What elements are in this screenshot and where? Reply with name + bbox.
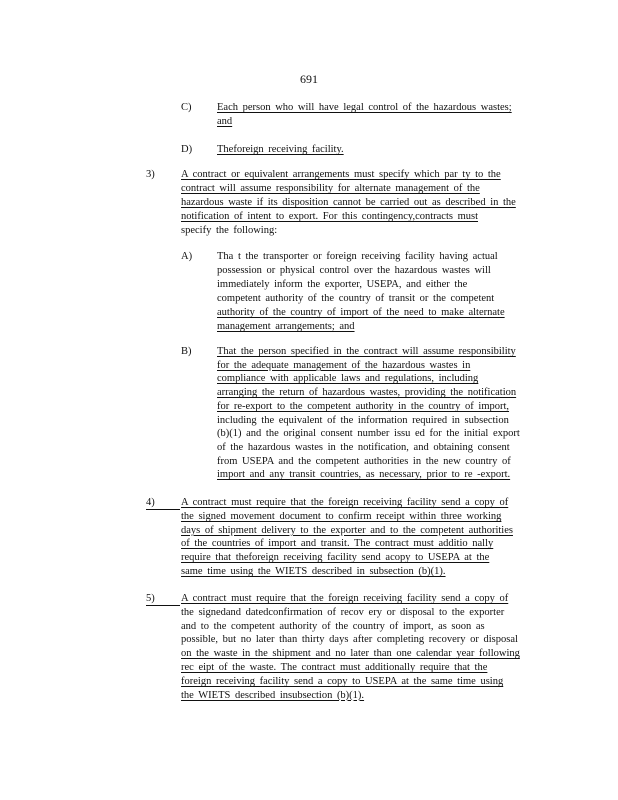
item-text-line: same time using the WIETS described in subsection (b)(1). [181,566,446,577]
item-marker: 3) [146,169,155,180]
item-text-line: foreign receiving facility send a copy to USEPA at the same time using [181,675,504,687]
item-text-line: A contract must require that the foreign receiving facility send a copy of [181,497,509,508]
item-text-line: compliance with applicable laws and regulations, including [217,373,479,385]
item-text-line: of the countries of import and transit. The contract must additio nally [181,538,494,550]
item-text-line: Tha t the transporter or foreign receiving facility having actual [217,251,498,262]
item-text-line: competent authority of the country of transit or the competent [217,293,495,304]
item-marker: C) [181,102,192,113]
item-text-line: possible, but no later than thirty days after completing recovery or disposal [181,634,518,646]
item-text-line: possession or physical control over the hazardous wastes will [217,265,491,276]
item-text-line: the WIETS described insubsection (b)(1). [181,689,365,701]
item-text-line: Theforeign receiving facility. [217,144,344,155]
item-text-line: contract will assume responsibility for alternate management of the [181,183,480,194]
item-text-line: notification of intent to export. For this contingency,contracts must [181,211,479,222]
item-text-line: A contract must require that the foreign receiving facility send a copy of [181,593,509,604]
item-text-line: arranging the return of hazardous wastes, providing the notification [217,387,517,399]
item-text-line: immediately inform the exporter, USEPA, and either the [217,279,468,290]
item-marker: B) [181,346,192,357]
item-text-line: import and any transit countries, as necessary, prior to re -export. [217,469,511,481]
item-text-line: from USEPA and the competent authorities in the new country of [217,455,511,467]
item-marker: D) [181,144,193,155]
item-text-line: and to the competent authority of the country of import, as soon as [181,620,485,632]
item-text-line: for the adequate management of the hazardous wastes in [217,359,471,371]
item-text-line: the signed movement document to confirm receipt within three working [181,510,502,522]
item-marker: 4) [146,497,155,508]
item-text-line: rec eipt of the waste. The contract must additionally require that the [181,662,488,673]
item-marker: A) [181,251,193,262]
item-text-line: require that theforeign receiving facility send acopy to USEPA at the [181,552,490,564]
item-text-line: including the equivalent of the information required in subsection [217,414,509,426]
marker-underline [146,509,180,510]
item-text-line: That the person specified in the contract will assume responsibility [217,346,516,357]
item-text-line: A contract or equivalent arrangements must specify which par ty to the [181,169,501,180]
item-text-line: specify the following: [181,225,278,236]
marker-underline [146,605,180,606]
page-number: 691 [300,72,318,86]
item-text-line: for re-export to the competent authority in the country of import, [217,400,510,412]
item-text-line: management arrangements; and [217,321,355,332]
item-text-line: Each person who will have legal control of the hazardous wastes; [217,102,512,113]
item-text-line: on the waste in the shipment and no later than one calendar year following [181,648,520,660]
item-text-line: authority of the country of import of the need to make alternate [217,307,505,318]
item-text-line: days of shipment delivery to the exporter and to the competent authorities [181,524,513,536]
item-text-line: and [217,116,233,127]
item-text-line: of the hazardous wastes in the notification, and obtaining consent [217,441,510,453]
item-marker: 5) [146,593,155,604]
item-text-line: (b)(1) and the original consent number issu ed for the initial export [217,428,520,440]
item-text-line: hazardous waste if its disposition cannot be carried out as described in the [181,197,516,208]
item-text-line: the signedand datedconfirmation of recov ery or disposal to the exporter [181,606,505,618]
